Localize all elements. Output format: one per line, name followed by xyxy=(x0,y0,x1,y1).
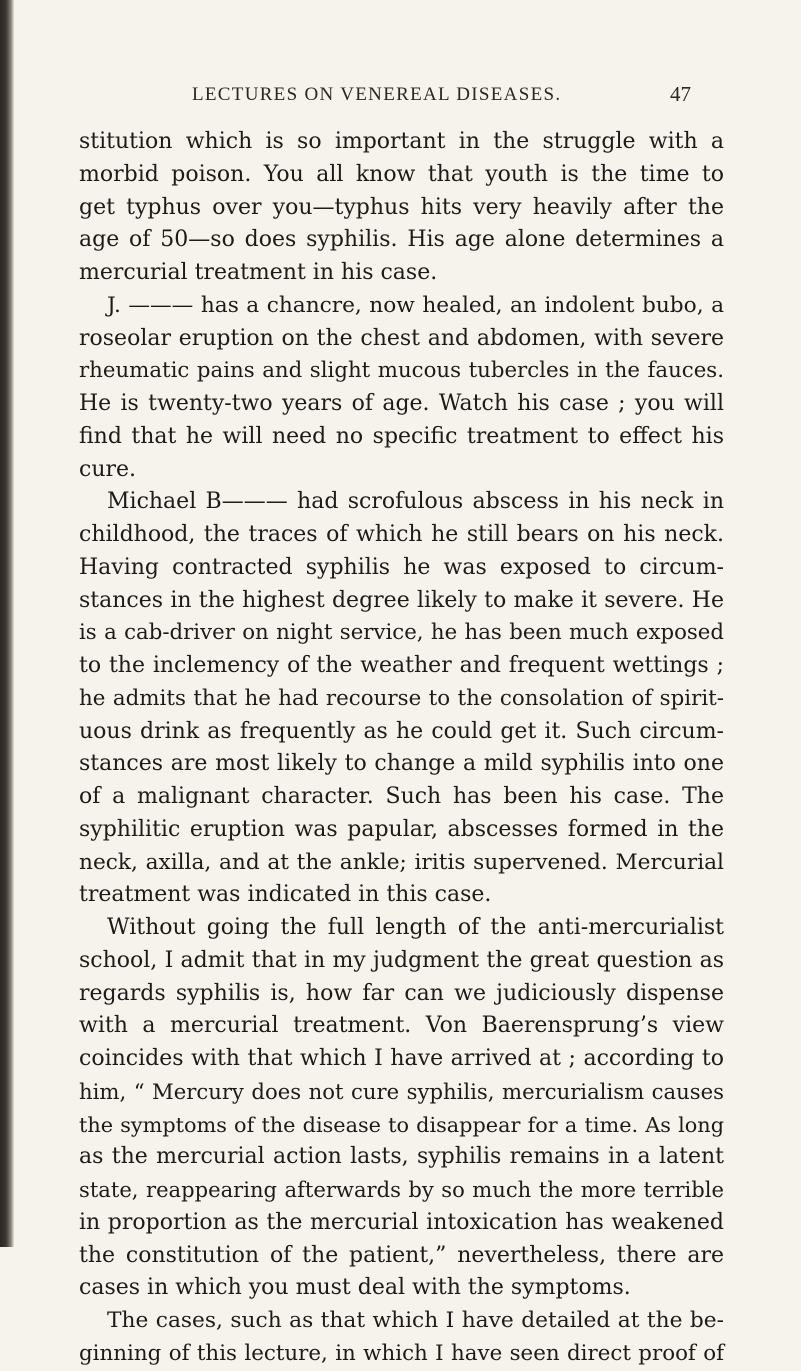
running-title: LECTURES ON VENEREAL DISEASES. xyxy=(192,84,562,105)
text-line: syphilitic eruption was papular, abscesses formed in the xyxy=(79,816,724,842)
text-line: stances in the highest degree likely to make it severe. He xyxy=(79,587,724,613)
text-line: with a mercurial treatment. Von Baerensprung’s view xyxy=(79,1013,724,1039)
text-line: school, I admit that in my judgment the great question as xyxy=(79,947,724,973)
text-line: coincides with that which I have arrived at ; according to xyxy=(79,1046,724,1071)
text-line: regards syphilis is, how far can we judiciously dispense xyxy=(79,980,724,1006)
text-line: morbid poison. You all know that youth is the time to xyxy=(79,161,724,187)
text-line: as the mercurial action lasts, syphilis remains in a latent xyxy=(79,1144,724,1170)
text-line: Michael B——— had scrofulous abscess in his neck in xyxy=(107,489,724,515)
text-line: neck, axilla, and at the ankle; iritis supervened. Mercurial xyxy=(79,849,724,875)
text-line: Without going the full length of the anti-mercurialist xyxy=(107,915,724,940)
text-line: childhood, the traces of which he still bears on his neck. xyxy=(79,522,724,547)
text-line: He is twenty-two years of age. Watch his case ; you will xyxy=(79,391,724,416)
text-line: uous drink as frequently as he could get it. Such circum- xyxy=(79,718,724,744)
text-line: cases in which you must deal with the symptoms. xyxy=(79,1275,631,1301)
text-line: rheumatic pains and slight mucous tubercles in the fauces. xyxy=(79,358,724,384)
text-line: of a malignant character. Such has been his case. The xyxy=(79,784,724,809)
text-line: is a cab-driver on night service, he has been much exposed xyxy=(79,620,724,646)
text-line: in proportion as the mercurial intoxication has weakened xyxy=(79,1209,724,1235)
text-line: him, “ Mercury does not cure syphilis, mercurialism causes xyxy=(79,1078,724,1104)
text-line: the symptoms of the disease to disappear for a time. As long xyxy=(79,1112,724,1137)
text-line: the constitution of the patient,” nevertheless, there are xyxy=(79,1242,724,1268)
text-line: treatment was indicated in this case. xyxy=(79,882,492,908)
text-line: J. ——— has a chancre, now healed, an indolent bubo, a xyxy=(107,292,724,318)
text-line: stitution which is so important in the struggle with a xyxy=(79,129,724,154)
text-line: get typhus over you—typhus hits very heavily after the xyxy=(79,194,724,220)
text-line: to the inclemency of the weather and frequent wettings ; xyxy=(79,653,724,678)
text-line: age of 50—so does syphilis. His age alone determines a xyxy=(79,227,724,253)
text-line: roseolar eruption on the chest and abdomen, with severe xyxy=(79,325,724,351)
text-line: Having contracted syphilis he was exposed to circum- xyxy=(79,554,724,580)
text-line: The cases, such as that which I have detailed at the be- xyxy=(107,1308,724,1333)
text-line: mercurial treatment in his case. xyxy=(79,260,438,285)
page-number: 47 xyxy=(670,82,691,106)
body-text xyxy=(79,126,724,1371)
text-line: state, reappearing afterwards by so much the more terrible xyxy=(79,1177,724,1202)
text-line: stances are most likely to change a mild syphilis into one xyxy=(79,751,724,777)
text-line: cure. xyxy=(79,456,137,482)
text-line: ginning of this lecture, in which I have seen direct proof of xyxy=(79,1340,724,1366)
text-line: he admits that he had recourse to the consolation of spirit- xyxy=(79,685,724,711)
text-line: find that he will need no specific treatment to effect his xyxy=(79,423,724,449)
